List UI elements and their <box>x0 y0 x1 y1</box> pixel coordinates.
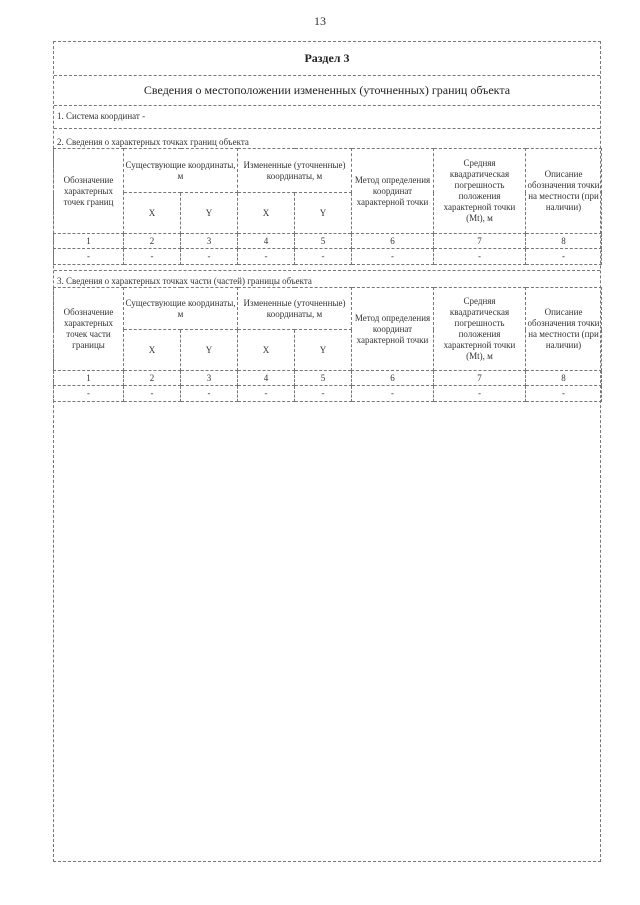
column-number-row <box>54 234 602 249</box>
table-row <box>54 249 602 265</box>
coordinate-system-label: 1. Система координат - <box>57 111 146 121</box>
column-number: 6 <box>352 371 434 386</box>
table-cell: - <box>295 249 352 265</box>
table-cell: - <box>352 386 434 402</box>
table-cell: - <box>295 386 352 402</box>
header-y: Y <box>295 193 352 234</box>
header-existing-coords: Существующие координаты, м <box>124 149 238 193</box>
header-existing-coords: Существующие координаты, м <box>124 288 238 330</box>
header-changed-coords: Измененные (уточненные) координаты, м <box>238 149 352 193</box>
column-number: 6 <box>352 234 434 249</box>
column-number: 3 <box>181 234 238 249</box>
header-changed-coords: Измененные (уточненные) координаты, м <box>238 288 352 330</box>
section-title: Раздел 3 <box>304 51 350 65</box>
table-cell: - <box>124 386 181 402</box>
column-number: 5 <box>295 371 352 386</box>
column-number: 8 <box>526 371 602 386</box>
column-number: 4 <box>238 371 295 386</box>
column-number: 5 <box>295 234 352 249</box>
header-x: X <box>124 330 181 371</box>
column-number: 3 <box>181 371 238 386</box>
header-method: Метод определения координат характерной точки <box>352 149 434 234</box>
header-y: Y <box>181 330 238 371</box>
section-frame <box>53 41 601 862</box>
table-cell: - <box>238 386 295 402</box>
header-x: X <box>238 193 295 234</box>
header-description: Описание обозначения точки на местности (при наличии) <box>526 149 602 234</box>
table-cell: - <box>434 249 526 265</box>
table1-caption: 2. Сведения о характерных точках границ объекта <box>57 137 249 147</box>
column-number: 1 <box>54 234 124 249</box>
header-y: Y <box>181 193 238 234</box>
column-number: 8 <box>526 234 602 249</box>
header-designation: Обозначение характерных точек границ <box>54 149 124 234</box>
table2-caption: 3. Сведения о характерных точках части (частей) границы объекта <box>57 276 312 286</box>
header-description: Описание обозначения точки на местности (при наличии) <box>526 288 602 371</box>
table-cell: - <box>54 386 124 402</box>
column-number: 2 <box>124 234 181 249</box>
boundary-points-table <box>53 148 602 265</box>
column-number: 1 <box>54 371 124 386</box>
column-number: 7 <box>434 234 526 249</box>
table-cell: - <box>181 386 238 402</box>
column-number: 7 <box>434 371 526 386</box>
table-cell: - <box>124 249 181 265</box>
header-accuracy: Средняя квадратическая погрешность положения характерной точки (Mt), м <box>434 288 526 371</box>
column-number: 4 <box>238 234 295 249</box>
column-number: 2 <box>124 371 181 386</box>
section-subtitle: Сведения о местоположении измененных (уточненных) границ объекта <box>143 83 511 97</box>
divider <box>54 128 600 129</box>
divider <box>54 270 600 271</box>
table-cell: - <box>526 249 602 265</box>
column-number-row <box>54 371 602 386</box>
table-cell: - <box>238 249 295 265</box>
divider <box>54 105 600 106</box>
table-cell: - <box>181 249 238 265</box>
header-method: Метод определения координат характерной точки <box>352 288 434 371</box>
header-accuracy: Средняя квадратическая погрешность положения характерной точки (Mt), м <box>434 149 526 234</box>
table-cell: - <box>352 249 434 265</box>
part-boundary-points-table <box>53 287 602 402</box>
header-y: Y <box>295 330 352 371</box>
page-number: 13 <box>314 14 326 28</box>
table-cell: - <box>54 249 124 265</box>
header-x: X <box>124 193 181 234</box>
header-designation: Обозначение характерных точек части границы <box>54 288 124 371</box>
table-cell: - <box>526 386 602 402</box>
header-x: X <box>238 330 295 371</box>
table-cell: - <box>434 386 526 402</box>
table-row <box>54 386 602 402</box>
